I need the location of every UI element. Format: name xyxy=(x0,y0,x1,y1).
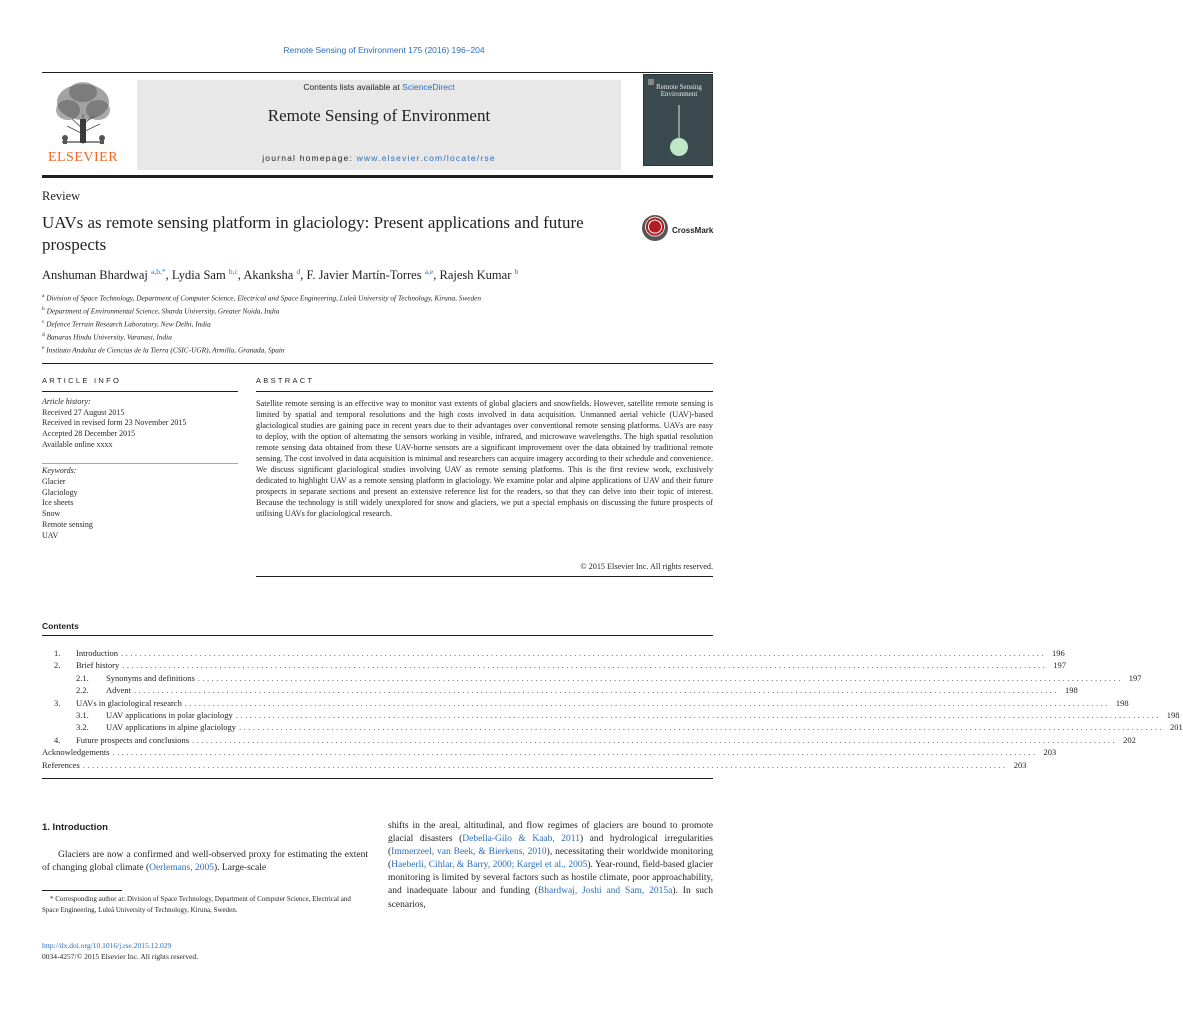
affiliation-item xyxy=(42,343,481,356)
toc-row[interactable] xyxy=(42,648,1065,660)
toc-page: 201 xyxy=(1170,722,1183,733)
toc-title: Introduction xyxy=(76,648,119,658)
keywords-block xyxy=(42,466,93,542)
homepage-label: journal homepage: xyxy=(262,153,354,163)
toc-title: References xyxy=(42,759,80,770)
affiliation-marker: b xyxy=(42,306,45,313)
toc-leader-dots: ........................................................................................................................................................................................................ xyxy=(192,734,1118,745)
toc-leader-dots: ........................................................................................................................................................................................................ xyxy=(122,660,1048,671)
author-affiliation-marker[interactable]: d xyxy=(296,267,301,276)
homepage-link[interactable]: www.elsevier.com/locate/rse xyxy=(356,153,496,163)
toc-leader-dots: ........................................................................................................................................................................................................ xyxy=(121,648,1047,658)
toc-leader-dots: ........................................................................................................................................................................................................ xyxy=(184,697,1110,708)
toc-page: 198 xyxy=(1166,709,1180,720)
abstract-copyright: © 2015 Elsevier Inc. All rights reserved. xyxy=(580,562,713,571)
author-affiliation-marker[interactable]: b xyxy=(514,267,519,276)
toc-title: UAV applications in alpine glaciology xyxy=(106,722,236,733)
toc-leader-dots: ........................................................................................................................................................................................................ xyxy=(235,709,1161,720)
abstract-rule xyxy=(256,391,713,392)
toc-number: 3. xyxy=(54,697,61,708)
intro-text: shifts in the areal, altitudinal, and flow regimes of glaciers are bound to promote glacial disasters ( xyxy=(388,821,713,845)
affiliation-text: Banaras Hindu University, Varanasi, India xyxy=(46,332,172,342)
crossmark-label[interactable]: CrossMark xyxy=(672,226,714,235)
affiliation-text: Defence Terrain Research Laboratory, New Delhi, India xyxy=(46,319,211,329)
affiliation-text: Division of Space Technology, Department of Computer Science, Electrical and Space Engineering, Luleå University of Technology, Kiruna, Sweden xyxy=(46,293,482,303)
author-name: Rajesh Kumar xyxy=(439,268,512,283)
issn-copyright: 0034-4257/© 2015 Elsevier Inc. All rights reserved. xyxy=(42,952,199,961)
introduction-heading: 1. Introduction xyxy=(42,822,108,833)
toc-row[interactable] xyxy=(42,734,1136,747)
keyword: UAV xyxy=(42,530,59,540)
toc-page: 198 xyxy=(1065,685,1078,696)
affiliation-text: Instituto Andaluz de Ciencias de la Tierra (CSIC-UGR), Armilla, Granada, Spain xyxy=(46,345,285,355)
contents-bottom-rule xyxy=(42,778,713,779)
toc-title: UAV applications in polar glaciology xyxy=(106,709,233,720)
history-item: Available online xxxx xyxy=(42,439,113,449)
citation-link[interactable]: Immerzeel, van Beek, & Bierkens, 2010 xyxy=(391,847,547,858)
toc-page: 197 xyxy=(1128,672,1142,683)
footnote-rule xyxy=(42,890,122,891)
toc-row[interactable] xyxy=(42,709,1180,722)
toc-number: 1. xyxy=(54,648,61,658)
cover-title: Remote Sensing Environment xyxy=(656,83,702,98)
toc-title: Acknowledgements xyxy=(42,747,110,758)
corresponding-author-footnote: * Corresponding author at: Division of Space Technology, Department of Computer Science, Electrical and Space Engineering, Luleå University of Technology, Kiruna, Sweden. xyxy=(42,895,351,914)
author-name: Akanksha xyxy=(243,268,294,283)
keyword: Ice sheets xyxy=(42,498,74,508)
history-item: Received in revised form 23 November 2015 xyxy=(42,418,187,428)
toc-title: Future prospects and conclusions xyxy=(76,734,190,745)
toc-number: 3.2. xyxy=(76,722,89,733)
article-history xyxy=(42,397,186,451)
toc-row[interactable] xyxy=(42,722,1183,734)
toc-page: 198 xyxy=(1115,697,1129,708)
toc-leader-dots: ........................................................................................................................................................................................................ xyxy=(82,759,1008,770)
toc-row[interactable] xyxy=(42,685,1078,697)
affiliation-list xyxy=(42,291,481,356)
affiliation-marker: e xyxy=(42,345,45,352)
toc-page: 203 xyxy=(1013,759,1027,770)
intro-text: ). Large-scale xyxy=(214,863,267,873)
author-affiliation-marker[interactable]: b,c xyxy=(228,267,238,276)
toc-row[interactable] xyxy=(42,660,1066,672)
contents-available-text: Contents lists available at xyxy=(303,82,400,92)
toc-title: Brief history xyxy=(76,660,120,671)
affiliation-item xyxy=(42,304,481,317)
intro-text: ). In such scenarios, xyxy=(388,886,713,910)
elsevier-wordmark: ELSEVIER xyxy=(47,150,119,165)
intro-text: Glaciers are now a confirmed and well-observed proxy for estimating the extent of changing global climate ( xyxy=(42,850,368,873)
contents-rule xyxy=(42,635,713,636)
article-info-rule xyxy=(42,391,238,392)
citation-link[interactable]: Haeberli, Cihlar, & Barry, 2000; Kargel et al., 2005 xyxy=(391,860,588,871)
abstract-text: Satellite remote sensing is an effective way to monitor vast extents of global glaciers and snowfields. However, satellite remote sensing is limited by spatial and temporal resolutions and the high costs involved in data acquisition. Unmanned aerial vehicle (UAV)-based glaciological studies are gaining pace in recent years due to their advantages over conventional remote sensing platforms. UAVs are easy to deploy, with the option of alternating the sensors working in visible, infrared, and microwave wavelengths. The high spatial resolution remote sensing data obtained from these UAV-borne sensors are a significant improvement over the data obtained by traditional remote sensing. The cost involved in data acquisition is minimal and researchers can acquire imagery according to their schedule and convenience. We discuss significant glaciological studies involving UAV as remote sensing platforms. This is the first review work, exclusively dedicated to highlight UAV as a remote sensing platform in glaciology. We examine polar and alpine applications of UAV and their future prospects in separate sections and present an extensive reference list for the readers, so that they can delve into their topic of interest. Because the technology is still widely unexplored for snow and glaciers, we put a special emphasis on discussing the future prospects of utilising UAVs for glaciological research. xyxy=(256,399,713,518)
affiliation-marker: d xyxy=(42,332,45,339)
title-block-rule xyxy=(42,363,713,364)
article-title: UAVs as remote sensing platform in glaciology: Present applications and future prospects xyxy=(42,213,584,254)
toc-number: 4. xyxy=(54,734,61,745)
affiliation-item xyxy=(42,291,481,304)
toc-leader-dots: ........................................................................................................................................................................................................ xyxy=(239,722,1164,733)
header-thick-rule xyxy=(42,175,713,178)
toc-leader-dots: ........................................................................................................................................................................................................ xyxy=(112,747,1038,758)
toc-title: UAVs in glaciological research xyxy=(76,697,182,708)
author-affiliation-marker[interactable]: a,e xyxy=(424,267,434,276)
header-top-rule xyxy=(42,72,713,73)
toc-row[interactable] xyxy=(42,672,1142,685)
introduction-paragraph-right xyxy=(388,820,713,912)
doi-block xyxy=(42,940,198,962)
keywords-rule xyxy=(42,463,238,464)
toc-number: 2. xyxy=(54,660,61,671)
doi-link[interactable]: http://dx.doi.org/10.1016/j.rse.2015.12.029 xyxy=(42,941,172,950)
history-label: Article history: xyxy=(42,397,91,406)
history-item: Received 27 August 2015 xyxy=(42,407,125,417)
article-type: Review xyxy=(42,189,81,203)
contents-available-line xyxy=(137,82,621,92)
journal-homepage-line xyxy=(137,153,621,163)
toc-title: Synonyms and definitions xyxy=(106,672,195,683)
keyword: Snow xyxy=(42,509,61,519)
author-name: Lydia Sam xyxy=(171,268,226,283)
toc-leader-dots: ........................................................................................................................................................................................................ xyxy=(197,672,1123,683)
affiliation-text: Department of Environmental Science, Sharda University, Greater Noida, India xyxy=(46,306,280,316)
toc-page: 197 xyxy=(1053,660,1066,671)
sciencedirect-link[interactable]: ScienceDirect xyxy=(402,82,455,92)
author-list: Anshuman Bhardwaj $^{a,b,*}$, Lydia Sam $^{b,c}$, Akanksha $^d$, F. Javier Martín-Torres $^{a,e}$, Rajesh Kumar $^b$ xyxy=(42,267,519,283)
author-affiliation-marker[interactable]: a,b,* xyxy=(151,267,166,276)
abstract-heading: ABSTRACT xyxy=(256,376,315,385)
toc-leader-dots: ........................................................................................................................................................................................................ xyxy=(134,685,1060,696)
table-of-contents xyxy=(42,648,1183,772)
affiliation-item xyxy=(42,317,481,330)
crossmark-icon[interactable] xyxy=(642,215,668,241)
toc-page: 196 xyxy=(1052,648,1065,658)
keywords-label: Keywords: xyxy=(42,466,77,475)
toc-number: 2.1. xyxy=(76,672,89,683)
article-info-heading: ARTICLE INFO xyxy=(42,376,122,385)
intro-text: ). Year-round, field-based glacier monitoring is limited by several factors such as hostile climate, poor approachability, and inadequate labour and funding ( xyxy=(388,860,713,897)
journal-name: Remote Sensing of Environment xyxy=(267,106,491,125)
toc-row[interactable] xyxy=(42,697,1129,710)
citation-link[interactable]: Bhardwaj, Joshi and Sam, 2015a xyxy=(537,886,673,897)
introduction-paragraph-left xyxy=(42,849,368,875)
toc-page: 203 xyxy=(1043,747,1057,758)
citation-link[interactable]: Debella-Gilo & Kaab, 2011 xyxy=(462,834,580,845)
abstract-bottom-rule xyxy=(256,576,713,577)
toc-row[interactable] xyxy=(42,759,1027,772)
keyword: Remote sensing xyxy=(42,519,93,529)
history-item: Accepted 28 December 2015 xyxy=(42,429,136,439)
author-name: F. Javier Martín-Torres xyxy=(306,268,422,283)
affiliation-item xyxy=(42,330,481,343)
intro-text: ), necessitating their worldwide monitoring ( xyxy=(388,847,713,871)
keyword: Glaciology xyxy=(42,487,78,497)
citation-link[interactable]: Oerlemans, 2005 xyxy=(149,863,215,873)
toc-row[interactable] xyxy=(42,747,1057,759)
toc-page: 202 xyxy=(1123,734,1136,745)
toc-number: 2.2. xyxy=(76,685,89,696)
toc-title: Advent xyxy=(106,685,132,696)
affiliation-marker: c xyxy=(42,319,45,326)
toc-number: 3.1. xyxy=(76,709,89,720)
contents-heading: Contents xyxy=(42,621,79,631)
journal-reference-link[interactable]: Remote Sensing of Environment 175 (2016) 196–204 xyxy=(283,45,485,55)
affiliation-marker: a xyxy=(42,293,45,299)
author-name: Anshuman Bhardwaj xyxy=(42,268,148,283)
intro-text: ) and hydrological irregularities ( xyxy=(388,834,713,858)
keyword: Glacier xyxy=(42,476,66,486)
